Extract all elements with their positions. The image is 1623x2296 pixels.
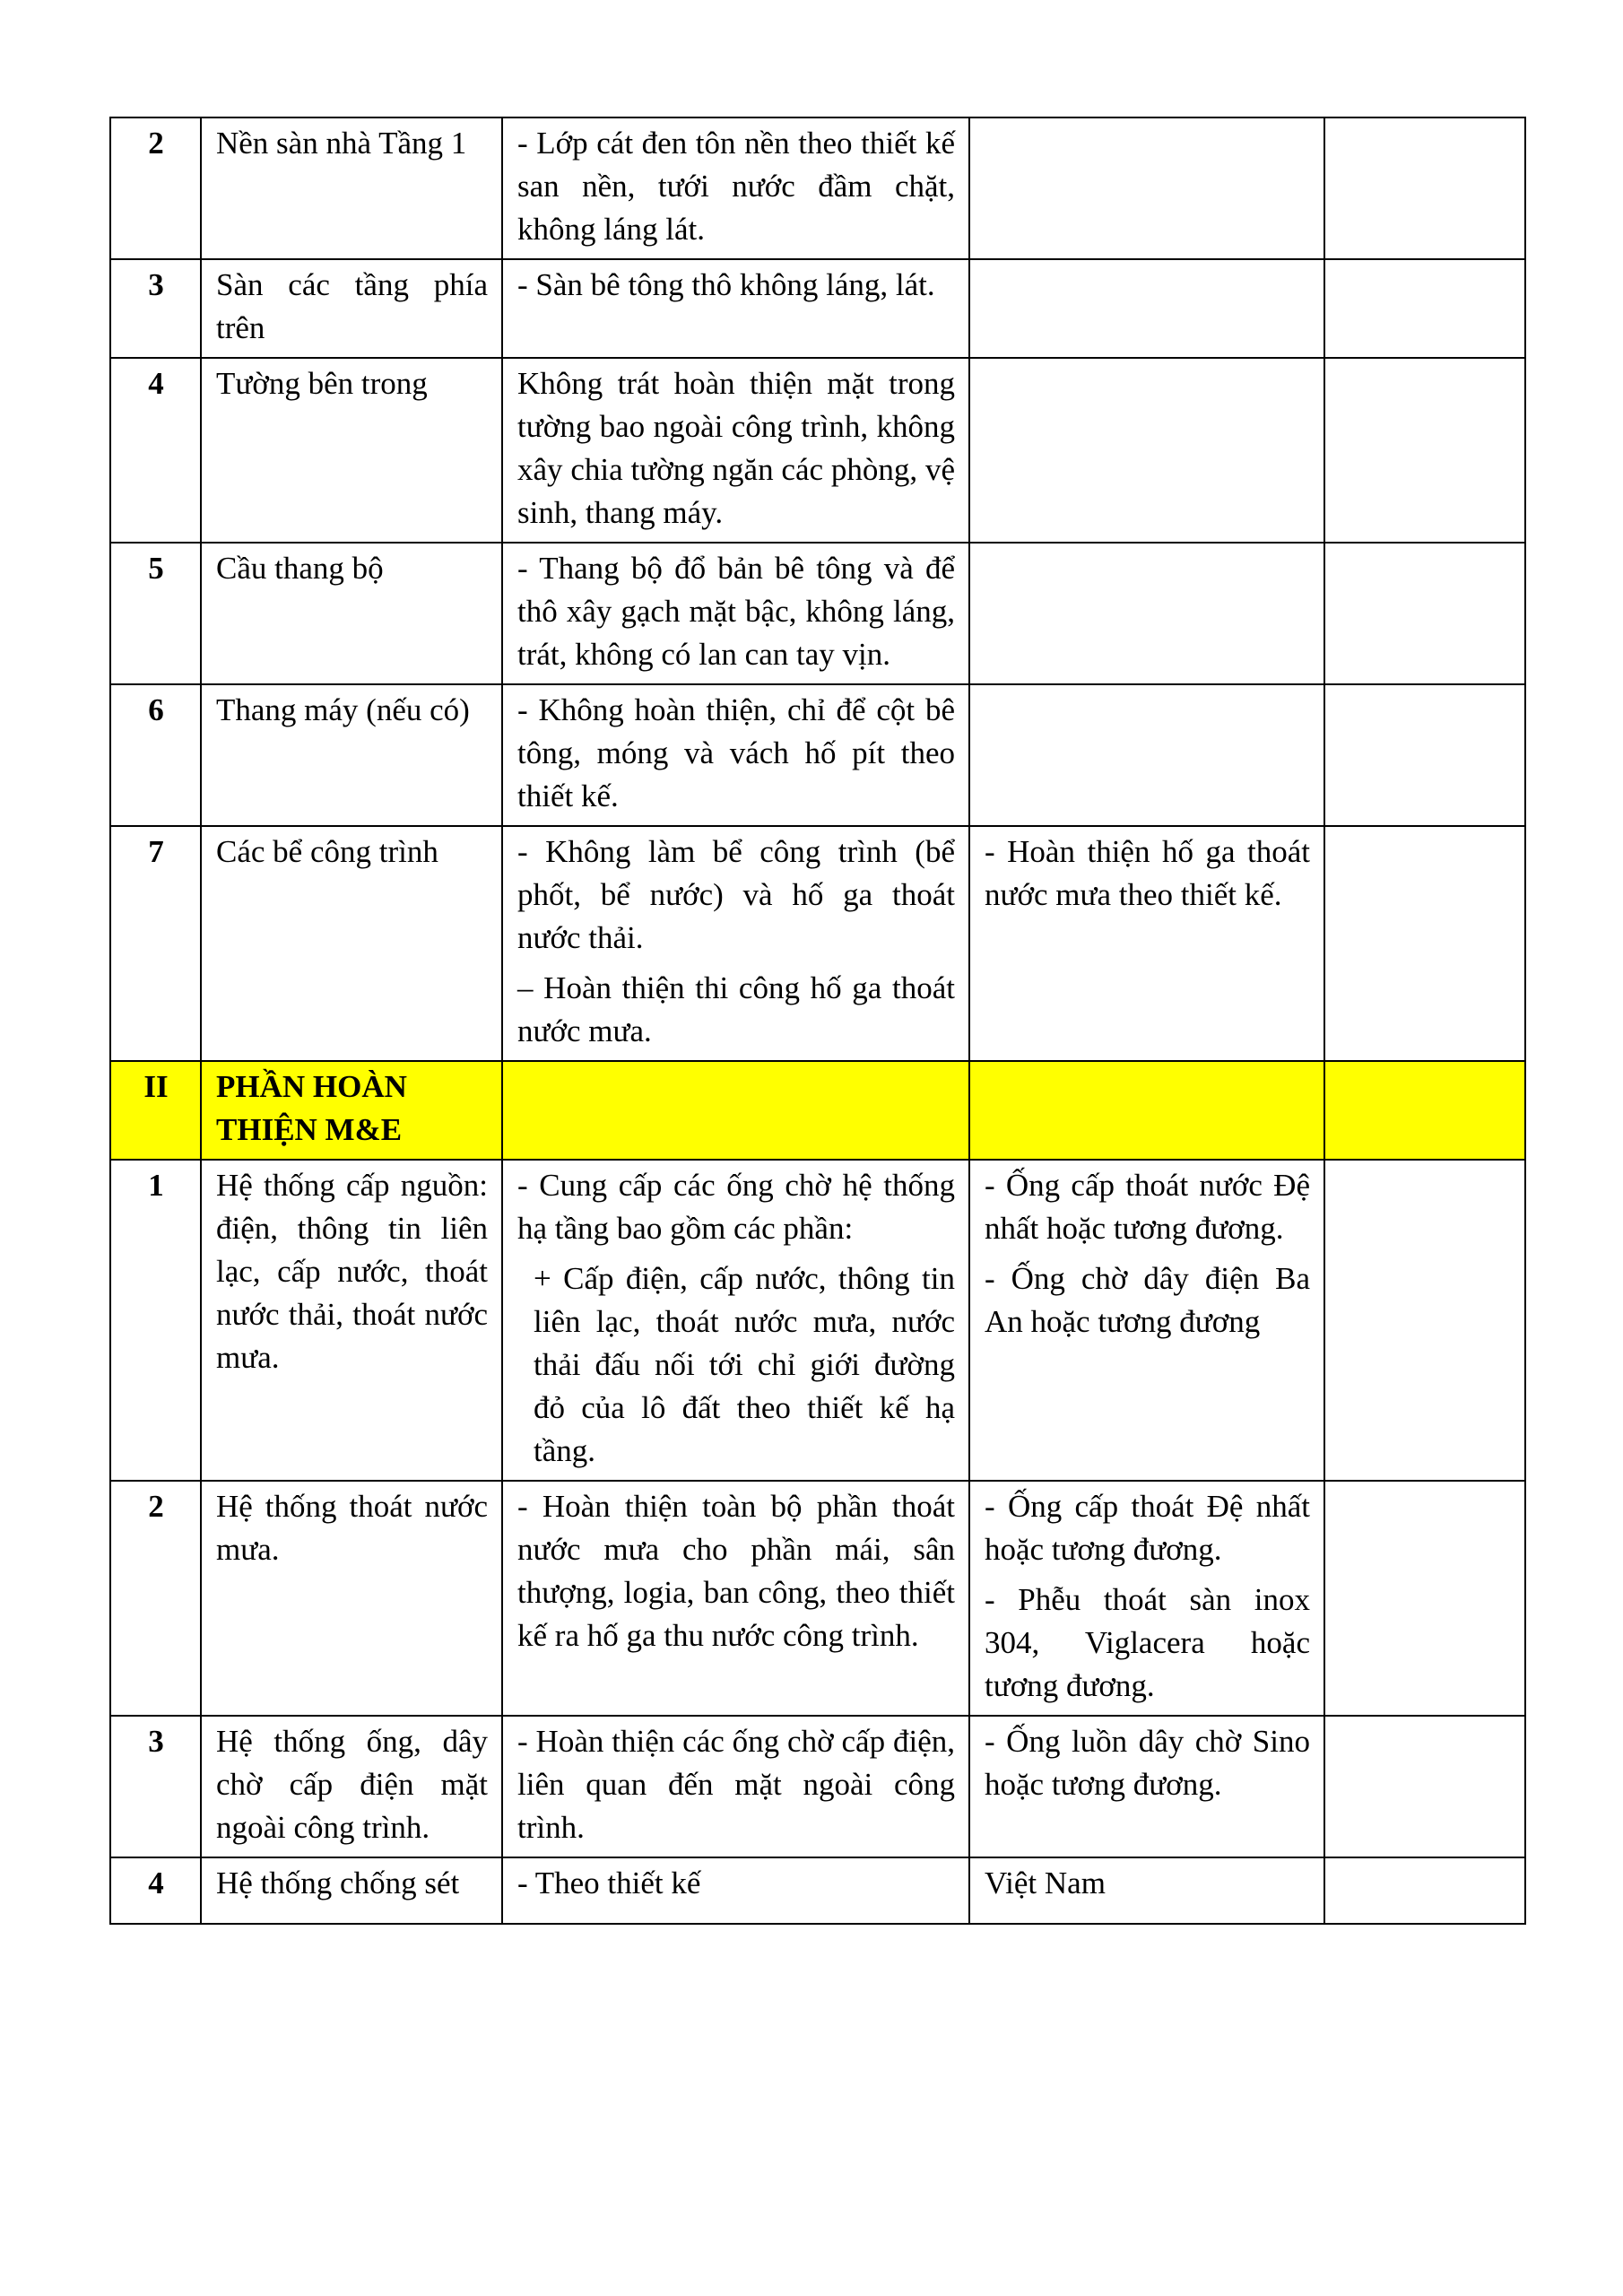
item-note xyxy=(1324,358,1525,543)
item-note xyxy=(1324,684,1525,826)
description-paragraph: - Cung cấp các ống chờ hệ thống hạ tầng bao gồm các phần: xyxy=(517,1168,955,1246)
row-number: 5 xyxy=(110,543,201,684)
row-number: 2 xyxy=(110,1481,201,1716)
item-note xyxy=(1324,543,1525,684)
table-row xyxy=(110,358,1525,543)
item-material xyxy=(969,358,1324,543)
item-note xyxy=(1324,1716,1525,1857)
description-paragraph: - Lớp cát đen tôn nền theo thiết kế san nền, tưới nước đầm chặt, không láng lát. xyxy=(517,126,955,247)
section-empty-cell xyxy=(1324,1061,1525,1160)
spec-table xyxy=(109,117,1526,1925)
table-row xyxy=(110,543,1525,684)
item-description xyxy=(502,1716,969,1857)
description-paragraph: Không trát hoàn thiện mặt trong tường bao ngoài công trình, không xây chia tường ngăn các phòng, vệ sinh, thang máy. xyxy=(517,366,955,530)
item-material xyxy=(969,259,1324,358)
item-description xyxy=(502,117,969,259)
row-number: 4 xyxy=(110,1857,201,1924)
item-name: Hệ thống chống sét xyxy=(201,1857,502,1924)
material-paragraph: - Ống cấp thoát Đệ nhất hoặc tương đương. xyxy=(985,1489,1310,1567)
material-paragraph: - Ống chờ dây điện Ba An hoặc tương đương xyxy=(985,1261,1310,1339)
item-name: Tường bên trong xyxy=(201,358,502,543)
item-description xyxy=(502,358,969,543)
table-row xyxy=(110,1716,1525,1857)
table-row xyxy=(110,684,1525,826)
item-name: Sàn các tầng phía trên xyxy=(201,259,502,358)
row-number: 6 xyxy=(110,684,201,826)
description-paragraph: - Theo thiết kế xyxy=(517,1866,701,1900)
item-description xyxy=(502,826,969,1061)
row-number: 7 xyxy=(110,826,201,1061)
description-paragraph: + Cấp điện, cấp nước, thông tin liên lạc, thoát nước mưa, nước thải đấu nối tới chỉ giới đường đỏ của lô đất theo thiết kế hạ tầng. xyxy=(534,1261,955,1468)
table-row xyxy=(110,826,1525,1061)
table-row xyxy=(110,1481,1525,1716)
item-name: Hệ thống thoát nước mưa. xyxy=(201,1481,502,1716)
item-note xyxy=(1324,826,1525,1061)
item-description xyxy=(502,1160,969,1481)
description-paragraph: - Không làm bể công trình (bể phốt, bể nước) và hố ga thoát nước thải. xyxy=(517,834,955,955)
material-paragraph: - Phễu thoát sàn inox 304, Viglacera hoặc tương đương. xyxy=(985,1582,1310,1703)
item-material xyxy=(969,826,1324,1061)
item-name: Hệ thống cấp nguồn: điện, thông tin liên lạc, cấp nước, thoát nước thải, thoát nước mưa. xyxy=(201,1160,502,1481)
item-description xyxy=(502,259,969,358)
item-material xyxy=(969,1857,1324,1924)
material-paragraph: - Ống luồn dây chờ Sino hoặc tương đương. xyxy=(985,1724,1310,1802)
item-note xyxy=(1324,1857,1525,1924)
item-note xyxy=(1324,117,1525,259)
item-name: Các bể công trình xyxy=(201,826,502,1061)
description-paragraph: - Sàn bê tông thô không láng, lát. xyxy=(517,267,935,302)
section-empty-cell xyxy=(502,1061,969,1160)
material-paragraph: Việt Nam xyxy=(985,1866,1106,1900)
item-note xyxy=(1324,1481,1525,1716)
row-number: 1 xyxy=(110,1160,201,1481)
row-number: 3 xyxy=(110,259,201,358)
item-note xyxy=(1324,1160,1525,1481)
item-material xyxy=(969,1481,1324,1716)
table-row xyxy=(110,1160,1525,1481)
item-material xyxy=(969,1716,1324,1857)
item-description xyxy=(502,543,969,684)
item-description xyxy=(502,1481,969,1716)
item-description xyxy=(502,1857,969,1924)
row-number: 2 xyxy=(110,117,201,259)
row-number: 4 xyxy=(110,358,201,543)
item-note xyxy=(1324,259,1525,358)
table-row xyxy=(110,259,1525,358)
material-paragraph: - Hoàn thiện hố ga thoát nước mưa theo thiết kế. xyxy=(985,834,1310,912)
section-row xyxy=(110,1061,1525,1160)
item-name: Nền sàn nhà Tầng 1 xyxy=(201,117,502,259)
item-name: Thang máy (nếu có) xyxy=(201,684,502,826)
item-name: Hệ thống ống, dây chờ cấp điện mặt ngoài công trình. xyxy=(201,1716,502,1857)
material-paragraph: - Ống cấp thoát nước Đệ nhất hoặc tương đương. xyxy=(985,1168,1310,1246)
section-number: II xyxy=(110,1061,201,1160)
item-material xyxy=(969,117,1324,259)
description-paragraph: - Hoàn thiện toàn bộ phần thoát nước mưa cho phần mái, sân thượng, logia, ban công, theo thiết kế ra hố ga thu nước công trình. xyxy=(517,1489,955,1653)
item-description xyxy=(502,684,969,826)
item-name: Cầu thang bộ xyxy=(201,543,502,684)
description-paragraph: - Thang bộ đổ bản bê tông và để thô xây gạch mặt bậc, không láng, trát, không có lan can tay vịn. xyxy=(517,551,955,672)
row-number: 3 xyxy=(110,1716,201,1857)
description-paragraph: - Không hoàn thiện, chỉ để cột bê tông, móng và vách hố pít theo thiết kế. xyxy=(517,692,955,813)
description-paragraph: – Hoàn thiện thi công hố ga thoát nước mưa. xyxy=(517,970,955,1048)
item-material xyxy=(969,1160,1324,1481)
section-title: PHẦN HOÀN THIỆN M&E xyxy=(201,1061,502,1160)
table-row xyxy=(110,117,1525,259)
description-paragraph: - Hoàn thiện các ống chờ cấp điện, liên quan đến mặt ngoài công trình. xyxy=(517,1724,955,1845)
item-material xyxy=(969,684,1324,826)
item-material xyxy=(969,543,1324,684)
table-row xyxy=(110,1857,1525,1924)
section-empty-cell xyxy=(969,1061,1324,1160)
